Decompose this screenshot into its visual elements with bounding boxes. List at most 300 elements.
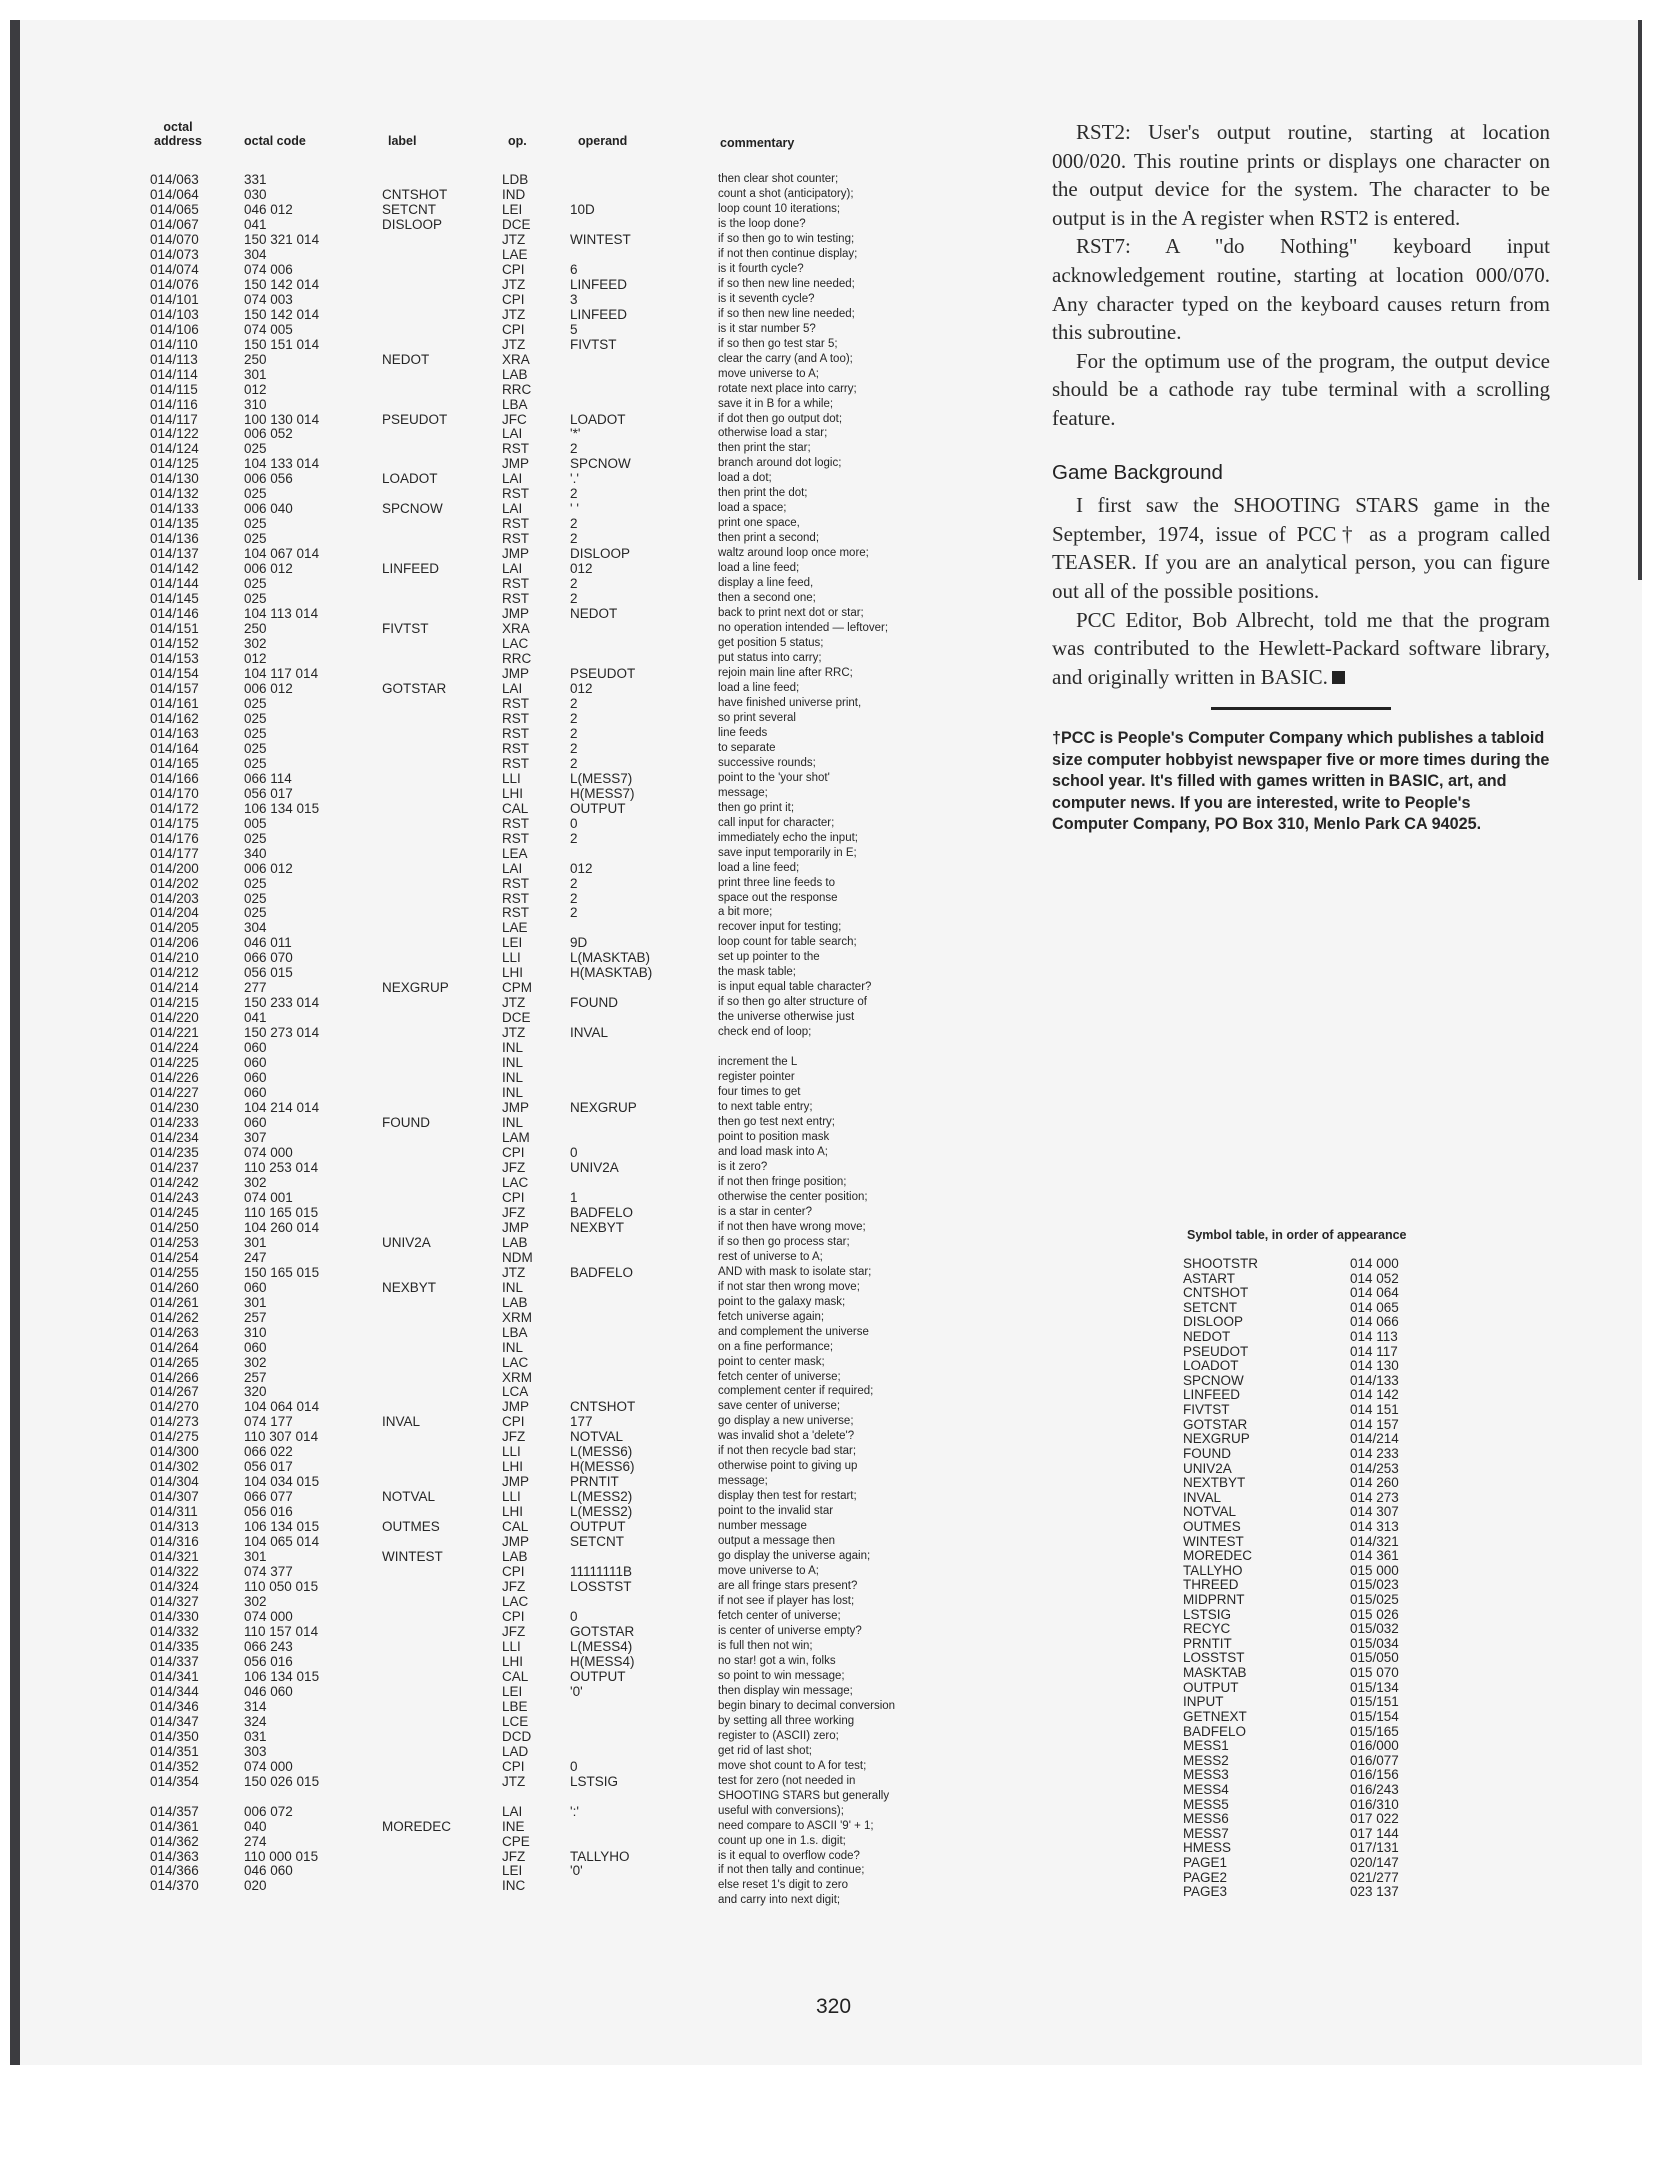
listing-row xyxy=(0,1549,1040,1564)
listing-operand: ':' xyxy=(570,1803,579,1819)
listing-addr: 014/245 xyxy=(150,1204,199,1220)
binding-edge-right xyxy=(1638,20,1642,580)
listing-code: 060 xyxy=(244,1115,267,1131)
listing-op: INL xyxy=(502,1055,524,1071)
listing-row xyxy=(0,202,1040,217)
symbol-name: GOTSTAR xyxy=(1183,1416,1248,1432)
listing-comment: is it zero? xyxy=(718,1160,768,1173)
listing-op: LHI xyxy=(502,1459,524,1475)
symbol-table-rows xyxy=(1175,1256,1475,1899)
listing-addr: 014/350 xyxy=(150,1728,199,1744)
listing-code: 307 xyxy=(244,1130,267,1145)
listing-row xyxy=(0,1130,1040,1145)
listing-operand: 2 xyxy=(570,755,578,771)
listing-op: RST xyxy=(502,576,529,592)
listing-addr: 014/344 xyxy=(150,1683,199,1699)
listing-comment: rejoin main line after RRC; xyxy=(718,666,853,679)
listing-comment: if so then new line needed; xyxy=(718,277,855,290)
listing-addr: 014/263 xyxy=(150,1324,199,1340)
listing-row xyxy=(0,576,1040,591)
listing-comment: if not see if player has lost; xyxy=(718,1595,855,1608)
listing-op: INC xyxy=(502,1878,526,1894)
listing-code: 310 xyxy=(244,396,267,412)
listing-operand: 012 xyxy=(570,561,593,577)
listing-comment: display then test for restart; xyxy=(718,1490,857,1503)
symbol-name: PAGE1 xyxy=(1183,1854,1228,1870)
listing-comment: if so then go process star; xyxy=(718,1235,850,1248)
listing-row xyxy=(0,1190,1040,1205)
listing-row xyxy=(0,187,1040,202)
listing-row xyxy=(0,771,1040,786)
listing-op: CPI xyxy=(502,261,525,277)
listing-label: LINFEED xyxy=(382,561,440,577)
listing-addr: 014/161 xyxy=(150,695,199,711)
listing-row xyxy=(0,247,1040,262)
listing-row xyxy=(0,741,1040,756)
listing-op: LBE xyxy=(502,1698,528,1714)
listing-code: 025 xyxy=(244,740,267,756)
symbol-row xyxy=(1175,1680,1475,1695)
listing-addr: 014/125 xyxy=(150,456,199,472)
listing-comment: need compare to ASCII '9' + 1; xyxy=(718,1819,874,1832)
listing-operand: 0 xyxy=(570,1144,578,1160)
listing-op: RST xyxy=(502,725,529,741)
listing-code: 046 011 xyxy=(244,935,292,951)
listing-label: NOTVAL xyxy=(382,1489,436,1505)
listing-comment: the universe otherwise just xyxy=(718,1011,855,1024)
listing-rows xyxy=(0,172,1040,1908)
symbol-address: 014 130 xyxy=(1350,1358,1399,1374)
symbol-address: 015 070 xyxy=(1350,1665,1399,1681)
listing-operand: LOADOT xyxy=(570,411,626,427)
listing-addr: 014/253 xyxy=(150,1234,199,1250)
listing-operand: LINFEED xyxy=(570,276,628,292)
listing-operand: 2 xyxy=(570,890,578,906)
listing-op: LAE xyxy=(502,246,528,262)
listing-addr: 014/237 xyxy=(150,1159,199,1175)
listing-addr: 014/264 xyxy=(150,1339,199,1355)
listing-comment: register to (ASCII) zero; xyxy=(718,1729,839,1742)
symbol-name: MESS2 xyxy=(1183,1752,1229,1768)
listing-comment: are all fringe stars present? xyxy=(718,1580,858,1593)
listing-row xyxy=(0,876,1040,891)
listing-addr: 014/267 xyxy=(150,1384,199,1400)
listing-addr: 014/133 xyxy=(150,501,199,517)
symbol-name: FOUND xyxy=(1183,1445,1231,1461)
symbol-address: 014 313 xyxy=(1350,1518,1399,1534)
listing-op: JMP xyxy=(502,1534,529,1550)
listing-row xyxy=(0,1444,1040,1459)
listing-row xyxy=(0,1609,1040,1624)
listing-op: LLI xyxy=(502,1638,521,1654)
listing-addr: 014/250 xyxy=(150,1219,199,1235)
listing-code: 074 006 xyxy=(244,261,293,277)
listing-operand: 2 xyxy=(570,591,578,607)
symbol-name: NEXGRUP xyxy=(1183,1431,1250,1447)
listing-row xyxy=(0,1594,1040,1609)
listing-code: 074 001 xyxy=(244,1189,293,1205)
listing-addr: 014/200 xyxy=(150,860,199,876)
symbol-address: 014/214 xyxy=(1350,1431,1399,1447)
listing-code: 025 xyxy=(244,890,267,906)
symbol-address: 023 137 xyxy=(1350,1884,1399,1900)
symbol-row xyxy=(1175,1344,1475,1359)
listing-row xyxy=(0,1280,1040,1295)
listing-row xyxy=(0,816,1040,831)
listing-row xyxy=(0,1789,1040,1804)
header-address-line1: octal xyxy=(163,120,193,134)
listing-code: 301 xyxy=(244,1549,267,1565)
listing-operand: '*' xyxy=(570,426,581,442)
listing-code: 150 142 014 xyxy=(244,306,320,322)
listing-row xyxy=(0,1893,1040,1908)
symbol-address: 014 361 xyxy=(1350,1548,1399,1564)
listing-addr: 014/076 xyxy=(150,276,199,292)
symbol-name: MESS5 xyxy=(1183,1796,1229,1812)
listing-code: 150 142 014 xyxy=(244,276,320,292)
listing-row xyxy=(0,262,1040,277)
listing-code: 110 157 014 xyxy=(244,1623,319,1639)
symbol-name: SETCNT xyxy=(1183,1299,1237,1315)
listing-op: JMP xyxy=(502,546,529,562)
listing-op: JTZ xyxy=(502,1025,526,1041)
listing-addr: 014/152 xyxy=(150,636,199,652)
listing-code: 005 xyxy=(244,815,267,831)
listing-comment: useful with conversions); xyxy=(718,1804,844,1817)
listing-comment: point to the invalid star xyxy=(718,1505,834,1518)
listing-op: RST xyxy=(502,905,529,921)
symbol-name: ASTART xyxy=(1183,1270,1236,1286)
listing-op: CPI xyxy=(502,1189,525,1205)
symbol-row xyxy=(1175,1826,1475,1841)
listing-op: CAL xyxy=(502,1519,529,1535)
listing-addr: 014/132 xyxy=(150,486,199,502)
listing-addr: 014/254 xyxy=(150,1249,199,1265)
listing-addr: 014/103 xyxy=(150,306,199,322)
symbol-address: 014/321 xyxy=(1350,1533,1399,1549)
listing-code: 250 xyxy=(244,351,267,367)
listing-code: 150 151 014 xyxy=(244,336,320,352)
listing-addr: 014/065 xyxy=(150,201,199,217)
symbol-row xyxy=(1175,1504,1475,1519)
listing-addr: 014/335 xyxy=(150,1638,199,1654)
listing-row xyxy=(0,322,1040,337)
listing-op: RRC xyxy=(502,381,532,397)
symbol-address: 016/243 xyxy=(1350,1781,1399,1797)
symbol-name: MASKTAB xyxy=(1183,1665,1247,1681)
symbol-row xyxy=(1175,1358,1475,1373)
listing-code: 041 xyxy=(244,216,267,232)
listing-code: 006 040 xyxy=(244,501,293,517)
listing-operand: 2 xyxy=(570,516,578,532)
listing-row xyxy=(0,905,1040,920)
listing-comment: loop count 10 iterations; xyxy=(718,202,841,215)
listing-row xyxy=(0,1669,1040,1684)
listing-row xyxy=(0,726,1040,741)
listing-operand: 2 xyxy=(570,830,578,846)
listing-operand: 3 xyxy=(570,291,578,307)
symbol-address: 020/147 xyxy=(1350,1854,1399,1870)
listing-code: 277 xyxy=(244,980,267,996)
listing-code: 304 xyxy=(244,246,267,262)
listing-code: 031 xyxy=(244,1728,267,1744)
listing-addr: 014/324 xyxy=(150,1579,199,1595)
listing-comment: the mask table; xyxy=(718,966,796,979)
listing-addr: 014/311 xyxy=(150,1504,198,1520)
listing-code: 066 243 xyxy=(244,1638,293,1654)
listing-comment: put status into carry; xyxy=(718,652,822,664)
symbol-name: NEDOT xyxy=(1183,1329,1231,1345)
symbol-row xyxy=(1175,1314,1475,1329)
listing-row xyxy=(0,546,1040,561)
symbol-row xyxy=(1175,1417,1475,1432)
listing-comment: was invalid shot a 'delete'? xyxy=(718,1430,855,1443)
symbol-address: 015/154 xyxy=(1350,1708,1399,1724)
listing-op: LAM xyxy=(502,1130,530,1145)
listing-op: CAL xyxy=(502,800,529,816)
listing-operand: L(MESS2) xyxy=(570,1489,633,1505)
symbol-row xyxy=(1175,1636,1475,1651)
header-label: label xyxy=(388,134,417,148)
symbol-row xyxy=(1175,1709,1475,1724)
listing-code: 074 000 xyxy=(244,1609,293,1624)
listing-code: 106 134 015 xyxy=(244,1519,320,1535)
listing-code: 046 060 xyxy=(244,1683,293,1699)
listing-row xyxy=(0,1863,1040,1878)
listing-comment: fetch center of universe; xyxy=(718,1370,841,1383)
listing-row xyxy=(0,1534,1040,1549)
listing-addr: 014/304 xyxy=(150,1474,199,1490)
listing-code: 110 050 015 xyxy=(244,1579,319,1595)
listing-code: 150 233 014 xyxy=(244,995,320,1011)
listing-operand: BADFELO xyxy=(570,1204,634,1220)
listing-op: LAB xyxy=(502,366,528,382)
listing-comment: if so then go to win testing; xyxy=(718,232,855,245)
listing-row xyxy=(0,1744,1040,1759)
listing-op: XRM xyxy=(502,1309,532,1325)
listing-comment: get position 5 status; xyxy=(718,637,824,650)
paragraph-pcc-editor-text: PCC Editor, Bob Albrecht, told me that the program was contributed to the Hewlett-Packard software library, and originally written in BASIC. xyxy=(1052,607,1550,689)
symbol-address: 014 273 xyxy=(1350,1489,1399,1505)
symbol-row xyxy=(1175,1461,1475,1476)
listing-operand: 0 xyxy=(570,1609,578,1624)
symbol-name: HMESS xyxy=(1183,1840,1232,1856)
listing-comment: increment the L xyxy=(718,1056,798,1069)
listing-code: 025 xyxy=(244,531,267,547)
listing-addr: 014/354 xyxy=(150,1773,199,1789)
listing-code: 320 xyxy=(244,1384,267,1400)
symbol-name: INPUT xyxy=(1183,1694,1224,1710)
listing-addr: 014/210 xyxy=(150,950,199,966)
listing-row xyxy=(0,307,1040,322)
listing-row xyxy=(0,1459,1040,1474)
listing-comment: then go print it; xyxy=(718,801,795,814)
listing-op: JMP xyxy=(502,1100,529,1116)
listing-op: RRC xyxy=(502,651,532,666)
listing-comment: four times to get xyxy=(718,1086,801,1099)
listing-comment: otherwise the center position; xyxy=(718,1190,868,1203)
listing-addr: 014/164 xyxy=(150,740,199,756)
listing-row xyxy=(0,337,1040,352)
listing-code: 006 056 xyxy=(244,471,293,487)
symbol-name: MESS4 xyxy=(1183,1781,1229,1797)
symbol-address: 015/034 xyxy=(1350,1635,1399,1651)
listing-row xyxy=(0,935,1040,950)
listing-addr: 014/135 xyxy=(150,516,199,532)
listing-op: JTZ xyxy=(502,276,526,292)
symbol-name: DISLOOP xyxy=(1183,1314,1244,1330)
symbol-address: 017 022 xyxy=(1350,1811,1399,1827)
listing-op: LCE xyxy=(502,1713,529,1729)
listing-comment: display a line feed, xyxy=(718,577,814,590)
listing-comment: count up one in 1.s. digit; xyxy=(718,1834,846,1847)
listing-comment: if not then fringe position; xyxy=(718,1175,847,1188)
listing-addr: 014/255 xyxy=(150,1264,199,1280)
listing-operand: PRNTIT xyxy=(570,1474,619,1490)
listing-comment: print three line feeds to xyxy=(718,876,835,889)
listing-label: DISLOOP xyxy=(382,216,443,232)
symbol-address: 014 066 xyxy=(1350,1314,1399,1330)
listing-comment: message; xyxy=(718,786,768,799)
listing-addr: 014/332 xyxy=(150,1623,199,1639)
listing-code: 006 012 xyxy=(244,860,293,876)
listing-row xyxy=(0,591,1040,606)
listing-code: 074 005 xyxy=(244,321,293,337)
listing-row xyxy=(0,1010,1040,1025)
listing-code: 025 xyxy=(244,875,267,891)
symbol-address: 014 065 xyxy=(1350,1299,1399,1315)
listing-op: JMP xyxy=(502,665,529,681)
listing-comment: load a space; xyxy=(718,502,787,515)
listing-addr: 014/130 xyxy=(150,471,199,487)
listing-op: LLI xyxy=(502,1444,521,1460)
listing-operand: LOSSTST xyxy=(570,1579,632,1595)
listing-op: RST xyxy=(502,815,529,831)
listing-addr: 014/270 xyxy=(150,1399,199,1415)
listing-op: LAI xyxy=(502,426,523,442)
listing-comment: immediately echo the input; xyxy=(718,831,858,844)
listing-code: 074 003 xyxy=(244,291,293,307)
listing-operand: L(MESS2) xyxy=(570,1504,633,1520)
listing-addr: 014/370 xyxy=(150,1878,199,1894)
symbol-row xyxy=(1175,1650,1475,1665)
listing-op: CPI xyxy=(502,321,525,337)
listing-comment: no star! got a win, folks xyxy=(718,1654,836,1667)
listing-op: LAI xyxy=(502,501,523,517)
header-operand: operand xyxy=(578,134,628,148)
listing-comment: else reset 1's digit to zero xyxy=(718,1879,849,1892)
listing-operand: L(MASKTAB) xyxy=(570,950,651,966)
symbol-address: 015/025 xyxy=(1350,1592,1399,1608)
listing-addr: 014/137 xyxy=(150,546,199,562)
listing-operand: WINTEST xyxy=(570,231,631,247)
symbol-name: MESS7 xyxy=(1183,1825,1229,1841)
listing-op: RST xyxy=(502,755,529,771)
listing-op: NDM xyxy=(502,1249,533,1265)
listing-op: XRM xyxy=(502,1369,532,1385)
listing-code: 006 012 xyxy=(244,680,293,696)
listing-row xyxy=(0,352,1040,367)
listing-code: 074 000 xyxy=(244,1758,293,1774)
listing-op: LDB xyxy=(502,172,529,187)
symbol-address: 015 026 xyxy=(1350,1606,1399,1622)
symbol-row xyxy=(1175,1782,1475,1797)
listing-row xyxy=(0,1040,1040,1055)
listing-code: 025 xyxy=(244,830,267,846)
symbol-address: 014 157 xyxy=(1350,1416,1399,1432)
listing-row xyxy=(0,1115,1040,1130)
symbol-address: 014 000 xyxy=(1350,1256,1399,1271)
listing-op: RST xyxy=(502,591,529,607)
listing-operand: BADFELO xyxy=(570,1264,634,1280)
listing-op: JFZ xyxy=(502,1429,526,1445)
listing-code: 104 214 014 xyxy=(244,1100,320,1116)
listing-operand: INVAL xyxy=(570,1025,609,1041)
listing-op: CPI xyxy=(502,291,525,307)
listing-label: UNIV2A xyxy=(382,1234,431,1250)
listing-comment: then a second one; xyxy=(718,592,816,605)
symbol-address: 015/134 xyxy=(1350,1679,1399,1695)
symbol-name: MIDPRNT xyxy=(1183,1592,1245,1608)
listing-addr: 014/153 xyxy=(150,651,199,666)
listing-row xyxy=(0,397,1040,412)
listing-operand: 5 xyxy=(570,321,578,337)
listing-addr: 014/114 xyxy=(150,366,198,382)
listing-addr: 014/220 xyxy=(150,1010,199,1026)
listing-comment: call input for character; xyxy=(718,816,835,829)
listing-row xyxy=(0,1654,1040,1669)
symbol-address: 017/131 xyxy=(1350,1840,1399,1856)
symbol-name: OUTMES xyxy=(1183,1518,1241,1534)
listing-row xyxy=(0,471,1040,486)
listing-code: 025 xyxy=(244,725,267,741)
listing-comment: if not then recycle bad star; xyxy=(718,1445,857,1458)
listing-code: 250 xyxy=(244,621,267,637)
listing-comment: so print several xyxy=(718,711,796,724)
listing-code: 056 017 xyxy=(244,1459,293,1475)
listing-comment: move universe to A; xyxy=(718,367,819,380)
symbol-row xyxy=(1175,1446,1475,1461)
listing-comment: fetch center of universe; xyxy=(718,1610,841,1622)
listing-row xyxy=(0,1055,1040,1070)
listing-row xyxy=(0,426,1040,441)
listing-addr: 014/227 xyxy=(150,1085,199,1101)
listing-comment: load a line feed; xyxy=(718,861,800,874)
listing-op: LBA xyxy=(502,396,528,412)
listing-operand: '0' xyxy=(570,1863,583,1879)
listing-addr: 014/214 xyxy=(150,980,199,996)
symbol-address: 014 052 xyxy=(1350,1270,1399,1286)
listing-code: 066 077 xyxy=(244,1489,293,1505)
listing-addr: 014/106 xyxy=(150,321,199,337)
listing-operand: '.' xyxy=(570,471,579,487)
article-text xyxy=(1052,118,1550,835)
listing-comment: is input equal table character? xyxy=(718,981,872,994)
listing-code: 104 133 014 xyxy=(244,456,320,472)
symbol-name: MESS1 xyxy=(1183,1738,1229,1754)
listing-row xyxy=(0,1340,1040,1355)
listing-op: CPI xyxy=(502,1144,525,1160)
listing-row xyxy=(0,1489,1040,1504)
listing-comment: to separate xyxy=(718,741,776,754)
listing-op: JTZ xyxy=(502,231,526,247)
listing-comment: to next table entry; xyxy=(718,1101,813,1114)
listing-addr: 014/330 xyxy=(150,1609,199,1624)
listing-addr: 014/260 xyxy=(150,1279,199,1295)
symbol-row xyxy=(1175,1519,1475,1534)
listing-operand: H(MESS6) xyxy=(570,1459,635,1475)
listing-op: LHI xyxy=(502,965,524,981)
